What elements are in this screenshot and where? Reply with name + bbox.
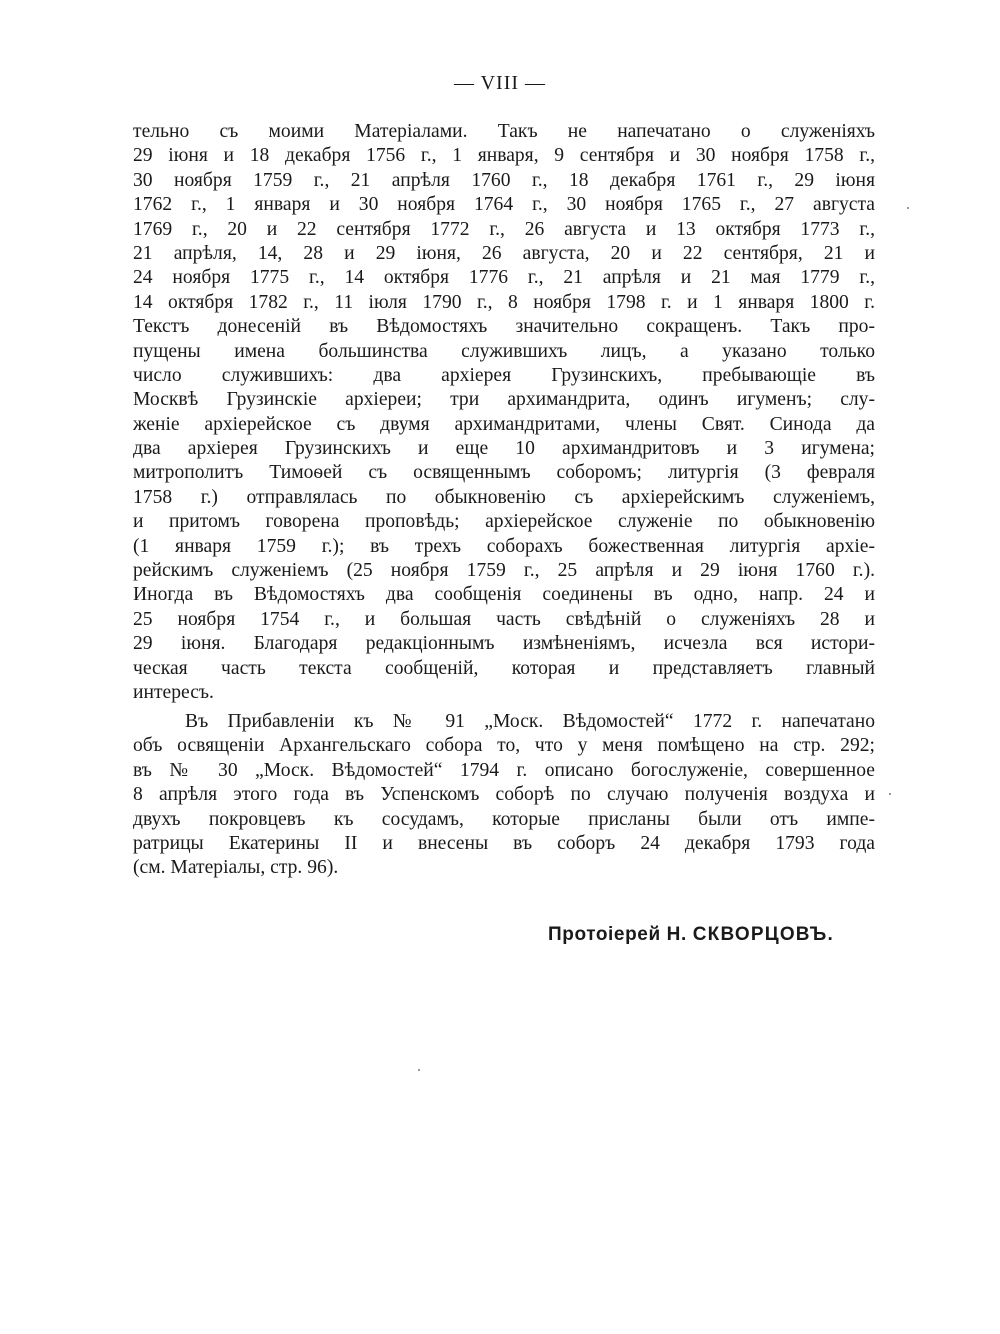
text-line: рейскимъ служеніемъ (25 ноября 1759 г., 25 апрѣля и 29 іюня 1760 г.). <box>133 560 875 582</box>
text-line: 29 іюня. Благодаря редакціоннымъ измѣненіямъ, исчезла вся истори- <box>133 633 875 655</box>
text-line: въ № 30 „Моск. Вѣдомостей“ 1794 г. описано богослуженіе, совершенное <box>133 759 875 781</box>
text-line: и притомъ говорена проповѣдь; архіерейское служеніе по обыкновенію <box>133 511 875 533</box>
text-line: тельно съ моими Матеріалами. Такъ не напечатано о служеніяхъ <box>133 121 875 142</box>
text-line: 25 ноября 1754 г., и большая часть свѣдѣній о служеніяхъ 28 и <box>133 608 875 630</box>
text-line: пущены имена большинства служившихъ лицъ, а указано только <box>133 340 875 362</box>
text-line: Москвѣ Грузинскіе архіереи; три архимандрита, одинъ игуменъ; слу- <box>133 389 875 411</box>
text-line: число служившихъ: два архіерея Грузинскихъ, пребывающіе въ <box>133 364 875 386</box>
text-line: митрополитъ Тимоѳей съ освященнымъ соборомъ; литургія (3 февраля <box>133 462 875 484</box>
body-paragraph-2 <box>133 710 875 881</box>
text-line: 1762 г., 1 января и 30 ноября 1764 г., 30 ноября 1765 г., 27 августа <box>133 194 875 216</box>
text-line: 30 ноября 1759 г., 21 апрѣля 1760 г., 18 декабря 1761 г., 29 іюня <box>133 169 875 191</box>
text-line: два архіерея Грузинскихъ и еще 10 архимандритовъ и 3 игумена; <box>133 438 875 460</box>
body-paragraph-1 <box>133 120 875 705</box>
print-speck <box>889 793 891 795</box>
page-number: — VIII — <box>453 72 547 94</box>
text-line: 1758 г.) отправлялась по обыкновенію съ архіерейскимъ служеніемъ, <box>133 486 875 508</box>
text-line: двухъ покровцевъ къ сосудамъ, которые присланы были отъ импе- <box>133 808 875 830</box>
author-signature <box>548 924 834 946</box>
text-line: 29 іюня и 18 декабря 1756 г., 1 января, 9 сентября и 30 ноября 1758 г., <box>133 145 875 167</box>
text-line: интересъ. <box>133 681 214 703</box>
text-line: ческая часть текста сообщеній, которая и представляетъ главный <box>133 657 875 679</box>
text-line: 21 апрѣля, 14, 28 и 29 іюня, 26 августа, 20 и 22 сентября, 21 и <box>133 242 875 264</box>
text-line: (1 января 1759 г.); въ трехъ соборахъ божественная литургія архіе- <box>133 535 875 557</box>
text-line: объ освященіи Архангельскаго собора то, что у меня помѣщено на стр. 292; <box>133 735 875 757</box>
text-line: 14 октября 1782 г., 11 іюля 1790 г., 8 ноября 1798 г. и 1 января 1800 г. <box>133 291 875 313</box>
signature-title: Протоіерей Н. <box>548 924 687 945</box>
signature-surname: СКВОРЦОВЪ. <box>692 924 834 945</box>
print-speck <box>418 1069 420 1071</box>
text-line: Иногда въ Вѣдомостяхъ два сообщенія соединены въ одно, напр. 24 и <box>133 584 875 606</box>
text-line: 1769 г., 20 и 22 сентября 1772 г., 26 августа и 13 октября 1773 г., <box>133 218 875 240</box>
text-line: 24 ноября 1775 г., 14 октября 1776 г., 21 апрѣля и 21 мая 1779 г., <box>133 267 875 289</box>
text-line: женіе архіерейское съ двумя архимандритами, члены Свят. Синода да <box>133 413 875 435</box>
text-line: Текстъ донесеній въ Вѣдомостяхъ значительно сокращенъ. Такъ про- <box>133 316 875 338</box>
text-line: ратрицы Екатерины II и внесены въ соборъ 24 декабря 1793 года <box>133 832 875 854</box>
text-line: (см. Матеріалы, стр. 96). <box>133 857 339 879</box>
text-line: 8 апрѣля этого года въ Успенскомъ соборѣ по случаю полученія воздуха и <box>133 784 875 806</box>
text-line: Въ Прибавленіи къ № 91 „Моск. Вѣдомостей“ 1772 г. напечатано <box>185 711 875 732</box>
print-speck <box>907 207 909 209</box>
